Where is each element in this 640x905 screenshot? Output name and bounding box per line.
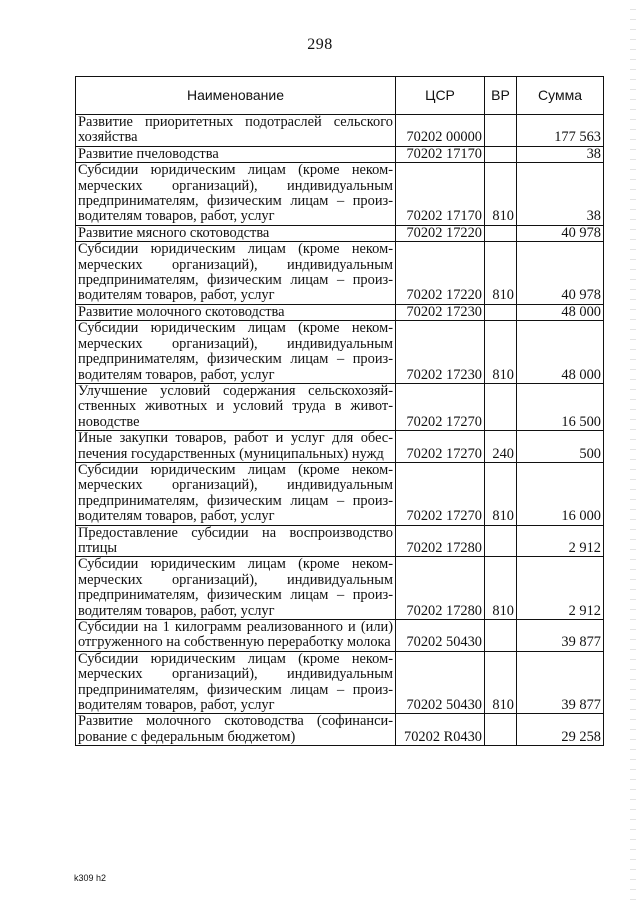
row-name: Субсидии юридическим лицам (кроме некоммерческих организаций), индивидуальным предпринимателям, физическим лицам – производителям товаров, работ, услуг bbox=[76, 163, 396, 226]
row-name: Субсидии юридическим лицам (кроме некоммерческих организаций), индивидуальным предпринимателям, физическим лицам – производителям товаров, работ, услуг bbox=[76, 651, 396, 714]
row-name: Субсидии юридическим лицам (кроме некоммерческих организаций), индивидуальным предпринимателям, физическим лицам – производителям товаров, работ, услуг bbox=[76, 321, 396, 384]
row-sum: 39 877 bbox=[517, 651, 604, 714]
header-name: Наименование bbox=[76, 77, 396, 115]
row-sum: 16 000 bbox=[517, 462, 604, 525]
table-row bbox=[76, 620, 604, 652]
row-vr bbox=[485, 714, 517, 746]
row-sum: 2 912 bbox=[517, 557, 604, 620]
row-csr: 70202 17270 bbox=[396, 383, 485, 430]
row-csr: 70202 17220 bbox=[396, 242, 485, 305]
row-vr: 240 bbox=[485, 431, 517, 463]
row-sum: 40 978 bbox=[517, 242, 604, 305]
scan-margin-specks bbox=[630, 0, 636, 905]
table-row bbox=[76, 304, 604, 320]
row-sum: 38 bbox=[517, 163, 604, 226]
table-row bbox=[76, 321, 604, 384]
row-sum: 48 000 bbox=[517, 321, 604, 384]
row-vr: 810 bbox=[485, 651, 517, 714]
row-csr: 70202 R0430 bbox=[396, 714, 485, 746]
table-row bbox=[76, 242, 604, 305]
table-row bbox=[76, 431, 604, 463]
table-row bbox=[76, 225, 604, 241]
row-vr bbox=[485, 525, 517, 557]
row-vr bbox=[485, 146, 517, 162]
row-csr: 70202 17270 bbox=[396, 431, 485, 463]
table-row bbox=[76, 115, 604, 147]
row-name: Развитие приоритетных подотраслей сельского хозяйства bbox=[76, 115, 396, 147]
row-csr: 70202 17230 bbox=[396, 304, 485, 320]
row-vr bbox=[485, 304, 517, 320]
row-vr: 810 bbox=[485, 242, 517, 305]
row-csr: 70202 50430 bbox=[396, 651, 485, 714]
table-row bbox=[76, 383, 604, 430]
row-vr: 810 bbox=[485, 321, 517, 384]
header-vr: ВР bbox=[485, 77, 517, 115]
row-name: Развитие мясного скотоводства bbox=[76, 225, 396, 241]
table-row bbox=[76, 557, 604, 620]
row-csr: 70202 17280 bbox=[396, 557, 485, 620]
row-vr: 810 bbox=[485, 462, 517, 525]
row-csr: 70202 17220 bbox=[396, 225, 485, 241]
row-vr: 810 bbox=[485, 163, 517, 226]
row-sum: 177 563 bbox=[517, 115, 604, 147]
row-csr: 70202 17170 bbox=[396, 163, 485, 226]
table-row bbox=[76, 462, 604, 525]
row-csr: 70202 17170 bbox=[396, 146, 485, 162]
row-sum: 48 000 bbox=[517, 304, 604, 320]
row-csr: 70202 17230 bbox=[396, 321, 485, 384]
table-row bbox=[76, 163, 604, 226]
row-sum: 16 500 bbox=[517, 383, 604, 430]
row-sum: 2 912 bbox=[517, 525, 604, 557]
row-sum: 40 978 bbox=[517, 225, 604, 241]
page-number: 298 bbox=[307, 36, 333, 53]
row-name: Субсидии юридическим лицам (кроме некоммерческих организаций), индивидуальным предпринимателям, физическим лицам – производителям товаров, работ, услуг bbox=[76, 242, 396, 305]
table-row bbox=[76, 714, 604, 746]
row-name: Субсидии на 1 килограмм реализованного и (или) отгруженного на собственную переработку молока bbox=[76, 620, 396, 652]
table-row bbox=[76, 525, 604, 557]
row-name: Субсидии юридическим лицам (кроме некоммерческих организаций), индивидуальным предпринимателям, физическим лицам – производителям товаров, работ, услуг bbox=[76, 462, 396, 525]
row-vr: 810 bbox=[485, 557, 517, 620]
row-sum: 39 877 bbox=[517, 620, 604, 652]
row-csr: 70202 17280 bbox=[396, 525, 485, 557]
table-row bbox=[76, 651, 604, 714]
table-header-row bbox=[76, 77, 604, 115]
table-row bbox=[76, 146, 604, 162]
row-name: Развитие пчеловодства bbox=[76, 146, 396, 162]
row-name: Предоставление субсидии на воспроизводство птицы bbox=[76, 525, 396, 557]
header-sum: Сумма bbox=[517, 77, 604, 115]
row-vr bbox=[485, 383, 517, 430]
row-sum: 500 bbox=[517, 431, 604, 463]
header-csr: ЦСР bbox=[396, 77, 485, 115]
row-vr bbox=[485, 115, 517, 147]
row-csr: 70202 50430 bbox=[396, 620, 485, 652]
row-vr bbox=[485, 620, 517, 652]
row-name: Субсидии юридическим лицам (кроме некоммерческих организаций), индивидуальным предпринимателям, физическим лицам – производителям товаров, работ, услуг bbox=[76, 557, 396, 620]
budget-table bbox=[75, 76, 604, 746]
row-name: Иные закупки товаров, работ и услуг для обеспечения государственных (муниципальных) нужд bbox=[76, 431, 396, 463]
row-vr bbox=[485, 225, 517, 241]
row-name: Улучшение условий содержания сельскохозяйственных животных и условий труда в животноводстве bbox=[76, 383, 396, 430]
footer-code: k309 h2 bbox=[74, 873, 107, 883]
row-csr: 70202 17270 bbox=[396, 462, 485, 525]
row-sum: 38 bbox=[517, 146, 604, 162]
row-name: Развитие молочного скотоводства (софинансирование с федеральным бюджетом) bbox=[76, 714, 396, 746]
row-name: Развитие молочного скотоводства bbox=[76, 304, 396, 320]
row-csr: 70202 00000 bbox=[396, 115, 485, 147]
row-sum: 29 258 bbox=[517, 714, 604, 746]
